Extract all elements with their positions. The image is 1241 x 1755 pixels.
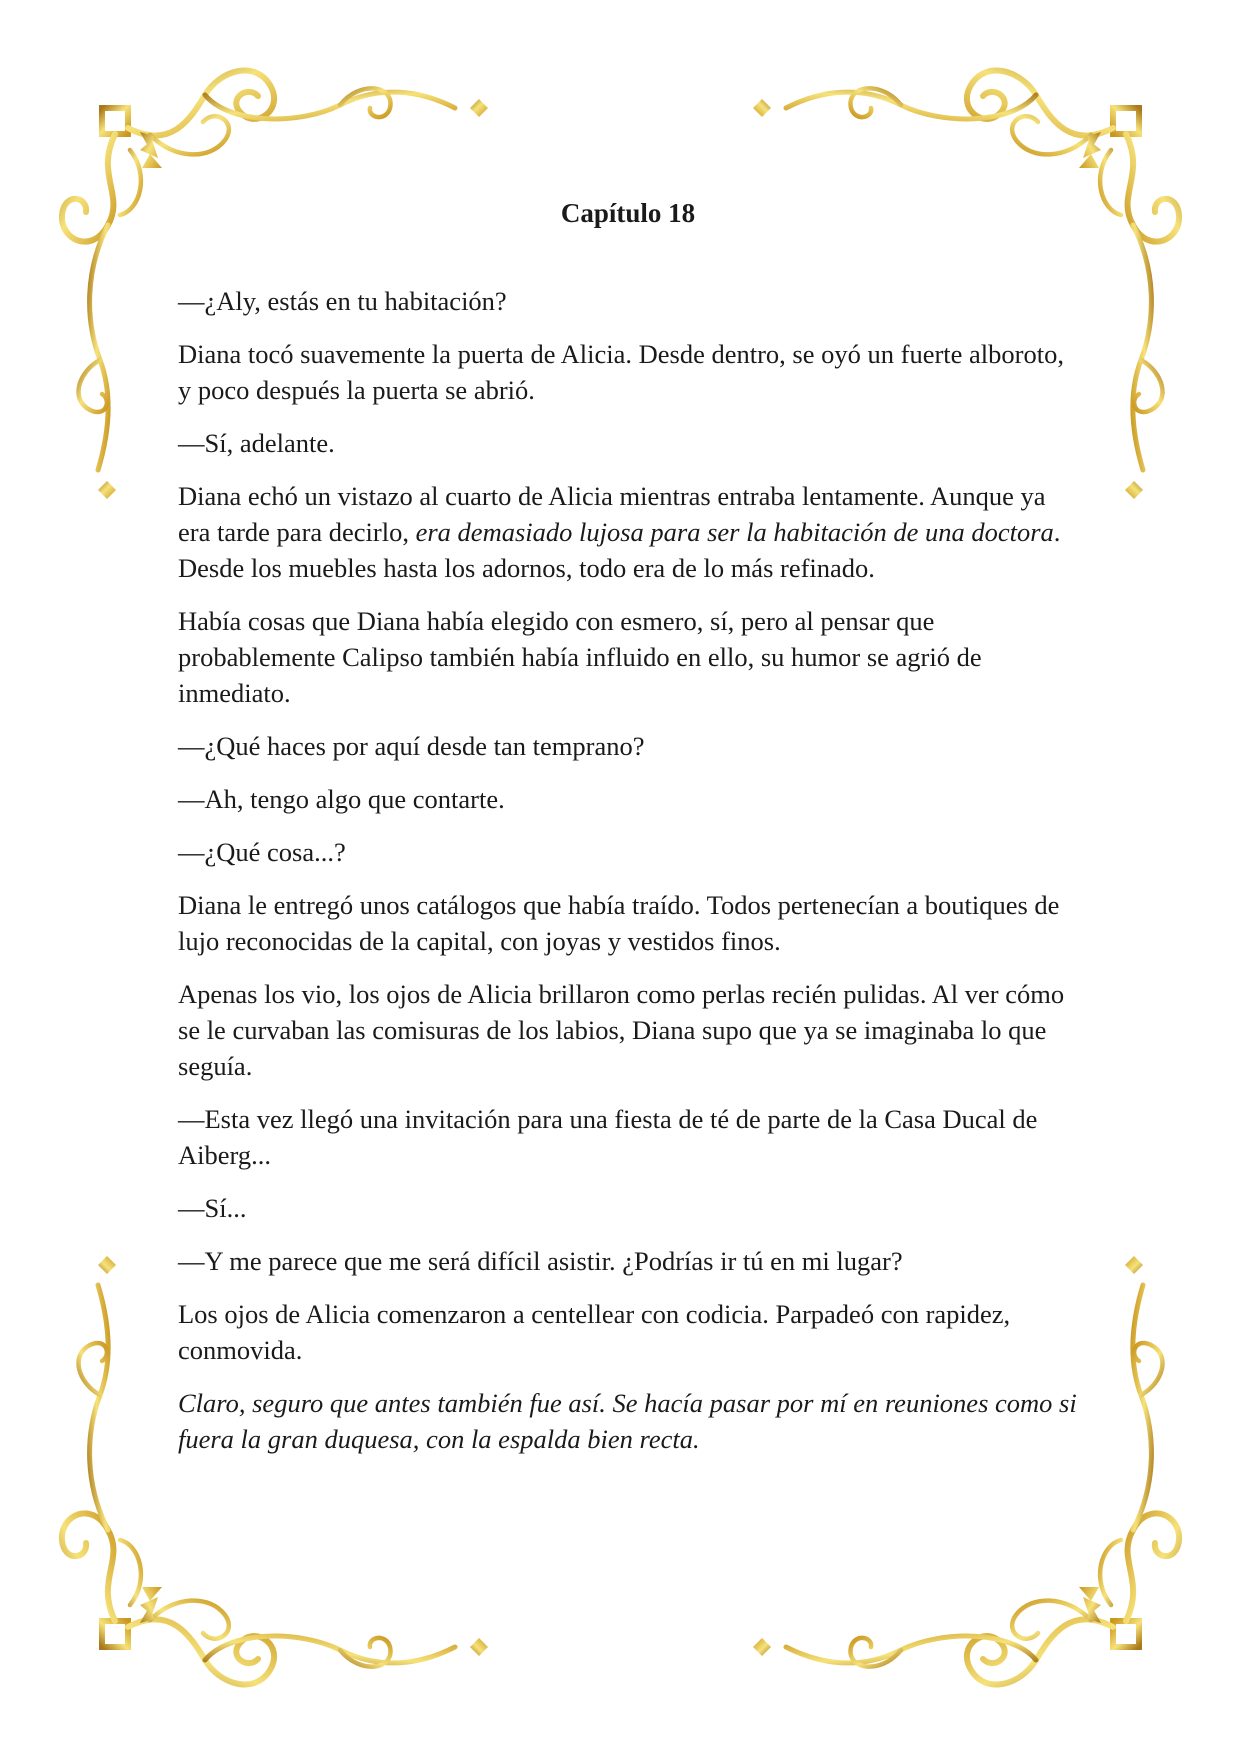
text-run: —¿Qué cosa...?: [178, 837, 346, 867]
text-run: Diana le entregó unos catálogos que había traído. Todos pertenecían a boutiques de lujo reconocidas de la capital, con joyas y vestidos finos.: [178, 890, 1060, 956]
text-run: —¿Aly, estás en tu habitación?: [178, 286, 507, 316]
text-run: Los ojos de Alicia comenzaron a centellear con codicia. Parpadeó con rapidez, conmovida.: [178, 1299, 1011, 1365]
text-run: Había cosas que Diana había elegido con esmero, sí, pero al pensar que probablemente Calipso también había influido en ello, su humor se agrió de inmediato.: [178, 606, 982, 708]
text-run: —Ah, tengo algo que contarte.: [178, 784, 505, 814]
paragraph: [178, 1385, 1078, 1457]
text-run: —Esta vez llegó una invitación para una fiesta de té de parte de la Casa Ducal de Aiberg...: [178, 1104, 1038, 1170]
paragraph: [178, 603, 1078, 711]
paragraph: [178, 283, 1078, 319]
italic-text: Claro, seguro que antes también fue así. Se hacía pasar por mí en reuniones como si fuera la gran duquesa, con la espalda bien recta.: [178, 1388, 1077, 1454]
paragraph: [178, 336, 1078, 408]
text-run: —Sí, adelante.: [178, 428, 335, 458]
text-run: —Sí...: [178, 1193, 247, 1223]
paragraph: [178, 781, 1078, 817]
text-run: —Y me parece que me será difícil asistir. ¿Podrías ir tú en mi lugar?: [178, 1246, 903, 1276]
paragraph: [178, 1190, 1078, 1226]
paragraph: [178, 887, 1078, 959]
paragraph: [178, 834, 1078, 870]
paragraph: [178, 728, 1078, 764]
paragraph: [178, 478, 1078, 586]
text-run: Diana echó un vistazo al cuarto de Alicia mientras entraba lentamente. Aunque ya era tarde para decirlo,: [178, 481, 1046, 547]
chapter-title: Capítulo 18: [560, 198, 696, 228]
text-run: —¿Qué haces por aquí desde tan temprano?: [178, 731, 645, 761]
paragraph: [178, 1296, 1078, 1368]
italic-text: era demasiado lujosa para ser la habitación de una doctora: [415, 517, 1054, 547]
chapter-body: [178, 283, 1078, 1457]
text-run: . Desde los muebles hasta los adornos, todo era de lo más refinado.: [178, 517, 1061, 583]
paragraph: [178, 425, 1078, 461]
text-run: Diana tocó suavemente la puerta de Alicia. Desde dentro, se oyó un fuerte alboroto, y poco después la puerta se abrió.: [178, 339, 1064, 405]
paragraph: [178, 1243, 1078, 1279]
text-run: Apenas los vio, los ojos de Alicia brillaron como perlas recién pulidas. Al ver cómo se le curvaban las comisuras de los labios, Diana supo que ya se imaginaba lo que seguía.: [178, 979, 1065, 1081]
paragraph: [178, 1101, 1078, 1173]
chapter-page: [178, 195, 1078, 1474]
paragraph: [178, 976, 1078, 1084]
